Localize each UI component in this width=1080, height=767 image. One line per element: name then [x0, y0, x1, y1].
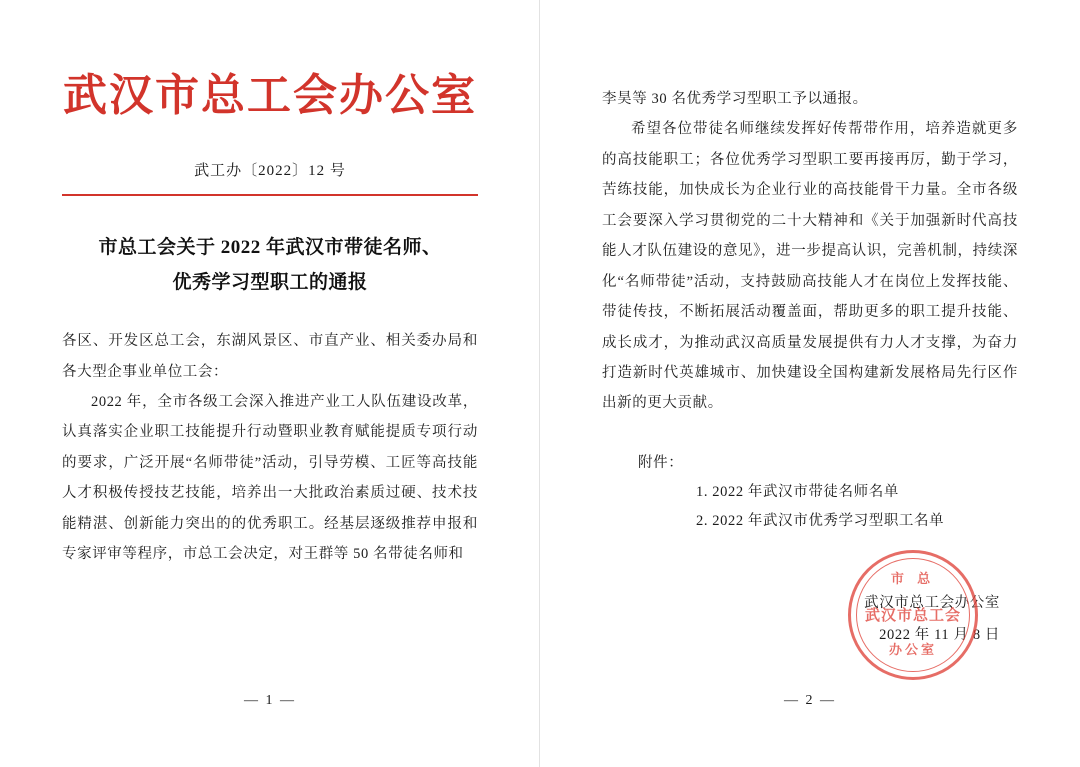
page-1-body: [62, 326, 478, 570]
seal-center-text: 武汉市总工会: [864, 605, 961, 624]
attachment-list: [602, 449, 1018, 536]
signature-date: 2022 年 11 月 8 日: [879, 626, 1000, 643]
attachment-item-1: 1. 2022 年武汉市带徒名师名单: [696, 483, 899, 500]
page-2-body: [602, 84, 1018, 419]
document-masthead: 武汉市总工会办公室: [63, 70, 477, 121]
document-title-line-1: 市总工会关于 2022 年武汉市带徒名师、: [98, 236, 442, 258]
seal-arc-bottom-text: 办公室: [888, 642, 937, 658]
page-1-footer-number: — 1 —: [244, 693, 296, 708]
document-title: [62, 230, 478, 300]
page-1-paragraph-1: 2022 年，全市各级工会深入推进产业工人队伍建设改革，认真落实企业职工技能提升行动暨职业教育赋能提质专项行动的要求，广泛开展“名师带徒”活动，引导劳模、工匠等高技能人才积极传授技艺技能，培养出一大批政治素质过硬、技术技能精湛、创新能力突出的的优秀职工。经基层逐级推荐申报和专家评审等程序，市总工会决定，对王群等 50 名带徒名师和: [62, 393, 478, 563]
attachment-label: 附件：: [638, 454, 684, 471]
document-page-2: [540, 0, 1080, 767]
document-number: 武工办〔2022〕12 号: [194, 162, 346, 179]
attachment-item-2: 2. 2022 年武汉市优秀学习型职工名单: [696, 512, 945, 529]
document-title-line-2: 优秀学习型职工的通报: [172, 271, 368, 293]
page-1-paragraph-salutation: 各区、开发区总工会，东湖风景区、市直产业、相关委办局和各大型企事业单位工会：: [62, 333, 478, 380]
signature-block: [602, 570, 1018, 658]
seal-arc-top-text: 市 总: [890, 570, 936, 586]
page-2-paragraph-2: 希望各位带徒名师继续发挥好传帮带作用，培养造就更多的高技能职工；各位优秀学习型职工要再接再厉，勤于学习，苦练技能，加快成长为企业行业的高技能骨干力量。全市各级工会要深入学习贯彻党的二十大精神和《关于加强新时代高技能人才队伍建设的意见》，进一步提高认识，完善机制，持续深化“名师带徒”活动，支持鼓励高技能人才在岗位上发挥技能、带徒传技，不断拓展活动覆盖面，帮助更多的职工提升技能、成长成才，为推动武汉高质量发展提供有力人才支撑，为奋力打造新时代英雄城市、加快建设全国构建新发展格局先行区作出新的更大贡献。: [602, 121, 1018, 412]
page-2-footer-number: — 2 —: [784, 693, 836, 708]
page-2-paragraph-1: 李昊等 30 名优秀学习型职工予以通报。: [602, 91, 868, 107]
signature-organization: 武汉市总工会办公室: [864, 594, 1000, 611]
red-divider-rule: [62, 194, 478, 196]
